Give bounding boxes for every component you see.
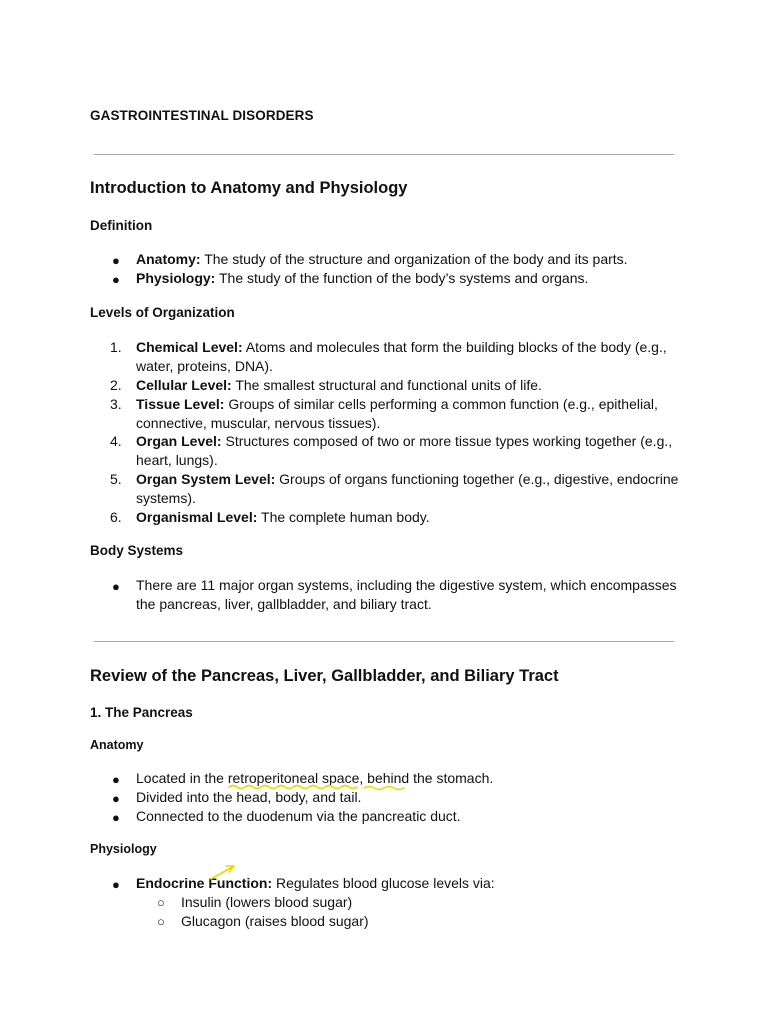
anatomy-item-duct: Connected to the duodenum via the pancreatic duct. [136,808,461,824]
subheading-definition: Definition [90,218,153,233]
term-label: Tissue Level: [136,396,225,412]
list-number: 1. [110,339,122,355]
definition-text: The study of the function of the body’s systems and organs. [215,270,589,286]
level-text: Groups of organs functioning together (e.g., digestive, endocrine [275,471,679,487]
level-text: The complete human body. [257,509,430,525]
subheading-body-systems: Body Systems [90,543,184,558]
level-text: Groups of similar cells performing a common function (e.g., epithelial, [224,396,658,412]
level-item-organ-cont: heart, lungs). [136,452,218,468]
bullet-icon: ● [112,579,120,594]
level-text: Structures composed of two or more tissue types working together (e.g., [221,433,673,449]
sub-item-glucagon: Glucagon (raises blood sugar) [181,913,369,929]
anatomy-text: the stomach. [409,770,494,786]
term-label: Endocrine Function: [136,875,273,891]
body-systems-text: There are 11 major organ systems, including the digestive system, which encompasses [136,577,677,593]
level-text: Atoms and molecules that form the building blocks of the body (e.g., [242,339,667,355]
bullet-icon: ● [112,772,120,787]
hollow-bullet-icon: ○ [157,914,165,929]
level-item-chemical-cont: water, proteins, DNA). [136,358,273,374]
term-label: Organ Level: [136,433,222,449]
subheading-levels: Levels of Organization [90,305,235,320]
level-text: The smallest structural and functional units of life. [231,377,542,393]
anatomy-text: , [359,770,368,786]
physiology-item-endocrine [136,874,495,893]
term-label: Anatomy: [136,251,201,267]
list-number: 6. [110,509,122,525]
horizontal-rule [94,154,674,155]
document-title: GASTROINTESTINAL DISORDERS [90,108,314,123]
term-label: Cellular Level: [136,377,232,393]
physiology-text: Regulates blood glucose levels via: [272,875,495,891]
sub-item-insulin: Insulin (lowers blood sugar) [181,894,353,910]
list-number: 2. [110,377,122,393]
list-number: 5. [110,471,122,487]
subheading-anatomy: Anatomy [90,738,144,752]
bullet-icon: ● [112,877,120,892]
bullet-icon: ● [112,253,120,268]
horizontal-rule [94,641,674,642]
definition-text: The study of the structure and organization of the body and its parts. [200,251,628,267]
hollow-bullet-icon: ○ [157,895,165,910]
highlighted-text: retroperitoneal space [227,770,360,786]
level-item-organ-system [136,470,678,489]
subheading-pancreas: 1. The Pancreas [90,705,193,720]
level-item-chemical [136,338,667,357]
highlighted-text: behind [367,770,410,786]
level-item-cellular [136,376,542,395]
bullet-icon: ● [112,791,120,806]
level-item-organ-system-cont: systems). [136,490,196,506]
term-label: Physiology: [136,270,216,286]
section-heading-intro: Introduction to Anatomy and Physiology [90,179,408,197]
term-label: Organismal Level: [136,509,258,525]
anatomy-text: Located in the [136,770,228,786]
anatomy-item-divisions: Divided into the head, body, and tail. [136,789,362,805]
bullet-icon: ● [112,272,120,287]
level-item-organ [136,432,672,451]
level-item-organismal [136,508,430,527]
list-number: 4. [110,433,122,449]
term-label: Chemical Level: [136,339,243,355]
definition-item-physiology [136,269,588,288]
definition-item-anatomy [136,250,628,269]
term-label: Organ System Level: [136,471,276,487]
body-systems-text-cont: the pancreas, liver, gallbladder, and biliary tract. [136,596,432,612]
level-item-tissue-cont: connective, muscular, nervous tissues). [136,415,381,431]
bullet-icon: ● [112,810,120,825]
anatomy-item-location [136,769,493,788]
section-heading-review: Review of the Pancreas, Liver, Gallbladder, and Biliary Tract [90,667,559,685]
level-item-tissue [136,395,658,414]
list-number: 3. [110,396,122,412]
subheading-physiology: Physiology [90,842,157,856]
